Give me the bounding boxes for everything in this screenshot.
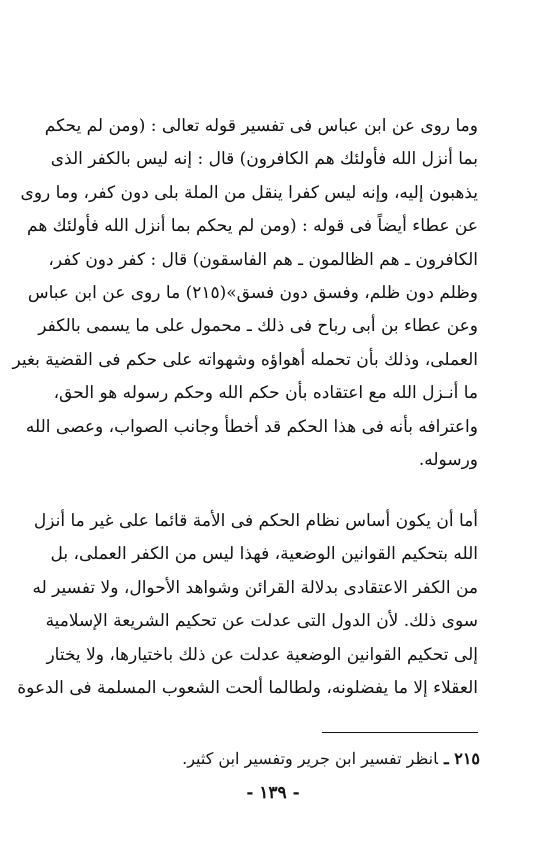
paragraph-line: الله بتحكيم القوانين الوضعية، فهذا ليس من الكفر العملى، بل: [50, 544, 478, 565]
paragraph-line: وما روى عن ابن عباس فى تفسير قوله تعالى : (ومن لم يحكم: [44, 116, 478, 136]
paragraph-line: أما أن يكون أساس نظام الحكم فى الأمة قائما على غير ما أنزل: [33, 511, 478, 531]
paragraph-line: ورسوله.: [418, 450, 478, 471]
paragraph-line: وعن عطاء بن أبى رباح فى ذلك ـ محمول على ما يسمى بالكفر: [38, 316, 478, 337]
paragraph-line: ما أنـزل الله مع اعتقاده بأن حكم الله وحكم رسوله هو الحق،: [53, 383, 478, 404]
paragraph-line: واعترافه بأنه فى هذا الحكم قد أخطأ وجانب الصواب، وعصى الله: [25, 416, 478, 437]
paragraph-1: [12, 110, 478, 477]
footnote-separator: [322, 732, 478, 733]
paragraph-line: العملى، وذلك بأن تحمله أهواؤه وشهواته على حكم فى القضية بغير: [12, 349, 478, 370]
paragraph-line: يذهبون إليه، وإنه ليس كفرا ينقل من الملة بلى دون كفر، وما روى: [20, 182, 478, 203]
paragraph-line: بما أنزل الله فأولئك هم الكافرون) قال : إنه ليس بالكفر الذى: [50, 149, 478, 170]
paragraph-line: عن عطاء أيضاً فى قوله : (ومن لم يحكم بما أنزل الله فأولئك هم: [27, 216, 478, 237]
page-number: - ١٣٩ -: [246, 783, 300, 803]
paragraph-line: العقلاء إلا ما يفضلونه، ولطالما ألحت الشعوب المسلمة فى الدعوة: [17, 678, 478, 699]
paragraph-line: إلى تحكيم القوانين الوضعية عدلت عن ذلك باختيارها، ولا يختار: [46, 644, 478, 665]
footnote-text: انظر تفسير ابن جرير وتفسير ابن كثير.: [182, 749, 438, 768]
paragraph-line: الكافرون ـ هم الظالمون ـ هم الفاسقون) قال : كفر دون كفر،: [48, 249, 478, 270]
paragraph-line: سوى ذلك. لأن الدول التى عدلت عن تحكيم الشريعة الإسلامية: [45, 611, 478, 632]
footnote: [182, 746, 480, 772]
paragraph-2: [17, 505, 478, 705]
paragraph-line: وظلم دون ظلم، وفسق دون فسق»(٢١٥) ما روى عن ابن عباس: [27, 283, 478, 304]
paragraph-line: من الكفر الاعتقادى بدلالة القرائن وشواهد الأحوال، ولا تفسير له: [32, 577, 478, 598]
footnote-number: ٢١٥ ـ: [443, 749, 480, 768]
